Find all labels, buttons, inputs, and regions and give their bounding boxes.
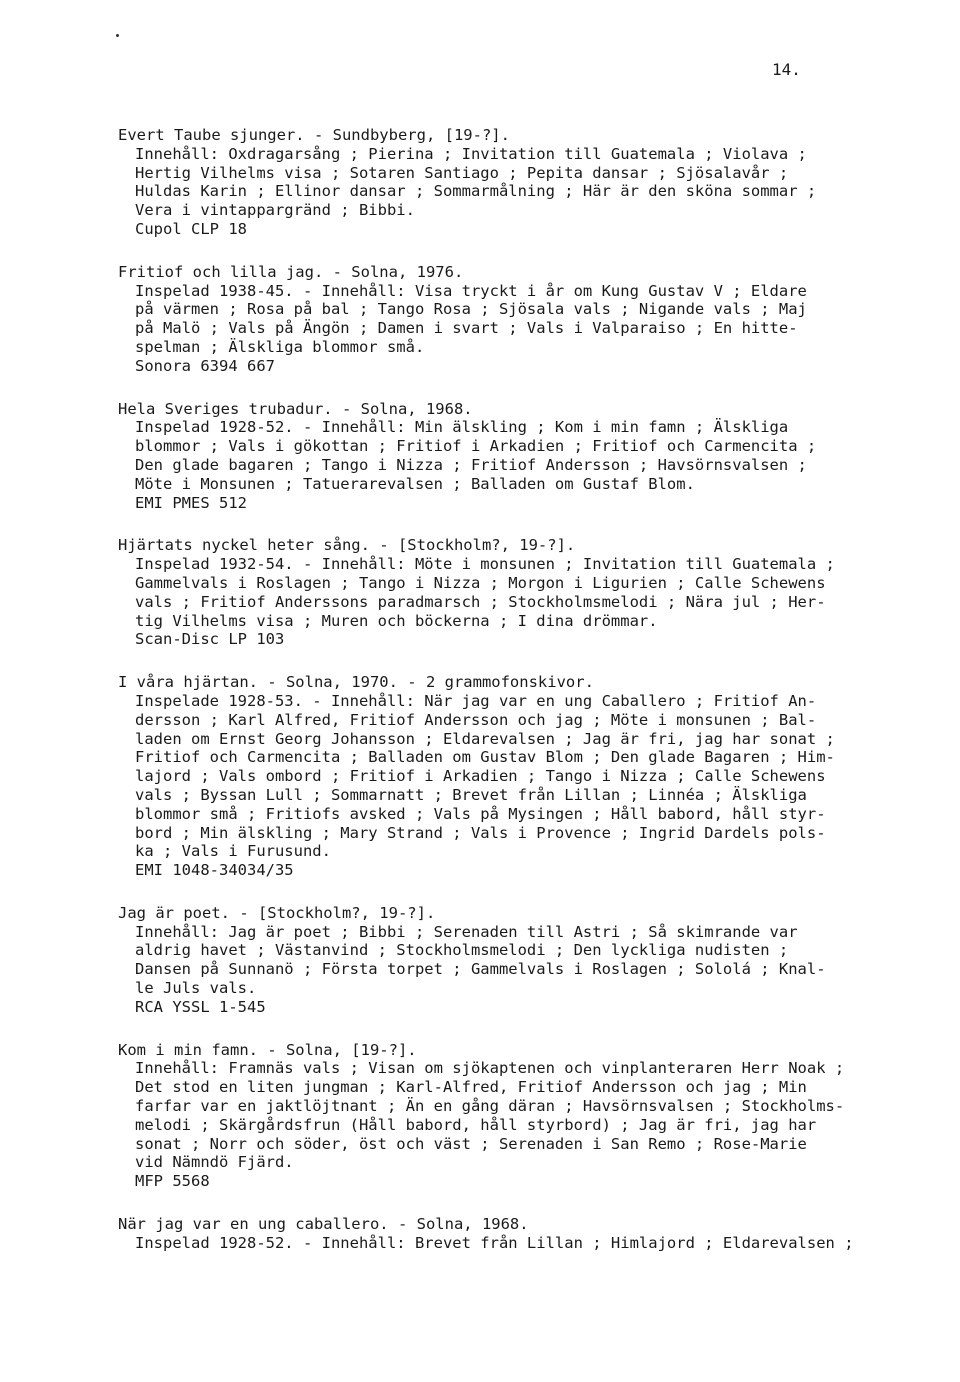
entry-line: Scan-Disc LP 103 <box>135 630 285 649</box>
entry-line: Inspelad 1938-45. - Innehåll: Visa tryckt i år om Kung Gustav V ; Eldare <box>135 281 807 300</box>
entry-line: på Malö ; Vals på Ängön ; Damen i svart ; Vals i Valparaiso ; En hitte- <box>135 319 798 338</box>
entry-heading: Evert Taube sjunger. - Sundbyberg, [19-?]. <box>118 126 510 144</box>
entry-line: Möte i Monsunen ; Tatuerarevalsen ; Balladen om Gustaf Blom. <box>135 474 695 493</box>
discography-entry <box>118 536 898 649</box>
entry-line: Sonora 6394 667 <box>135 356 275 375</box>
entry-line: Inspelad 1928-52. - Innehåll: Min älskling ; Kom i min famn ; Älskliga <box>135 418 789 437</box>
entry-line: Vera i vintappargränd ; Bibbi. <box>135 201 415 220</box>
entry-line: vals ; Fritiof Anderssons paradmarsch ; Stockholmsmelodi ; Nära jul ; Her- <box>135 592 826 611</box>
entry-line: lajord ; Vals ombord ; Fritiof i Arkadien ; Tango i Nizza ; Calle Schewens <box>135 767 826 786</box>
entry-line: Huldas Karin ; Ellinor dansar ; Sommarmålning ; Här är den sköna sommar ; <box>135 182 817 201</box>
entry-line: Inspelad 1932-54. - Innehåll: Möte i monsunen ; Invitation till Guatemala ; <box>135 555 835 574</box>
discography-entry <box>118 1041 898 1191</box>
entry-line: melodi ; Skärgårdsfrun (Håll babord, håll styrbord) ; Jag är fri, jag har <box>135 1115 817 1134</box>
entry-line: vals ; Byssan Lull ; Sommarnatt ; Brevet från Lillan ; Linnéa ; Älskliga <box>135 785 807 804</box>
entry-line: EMI PMES 512 <box>135 493 247 512</box>
entry-heading: I våra hjärtan. - Solna, 1970. - 2 grammofonskivor. <box>118 673 594 692</box>
entry-line: vid Nämndö Fjärd. <box>135 1153 294 1172</box>
entry-line: le Juls vals. <box>135 979 257 998</box>
entry-heading: Hela Sveriges trubadur. - Solna, 1968. <box>118 399 473 418</box>
entry-line: bord ; Min älskling ; Mary Strand ; Vals i Provence ; Ingrid Dardels pols- <box>135 823 826 842</box>
entry-line: Innehåll: Oxdragarsång ; Pierina ; Invitation till Guatemala ; Violava ; <box>135 144 807 163</box>
entry-line: RCA YSSL 1-545 <box>135 997 266 1016</box>
entry-line: Inspelade 1928-53. - Innehåll: När jag var en ung Caballero ; Fritiof An- <box>135 691 817 710</box>
entry-line: aldrig havet ; Västanvind ; Stockholmsmelodi ; Den lyckliga nudisten ; <box>135 941 789 960</box>
entry-heading: När jag var en ung caballero. - Solna, 1968. <box>118 1215 529 1234</box>
entry-heading: Kom i min famn. - Solna, [19-?]. <box>118 1040 417 1059</box>
entry-line: Det stod en liten jungman ; Karl-Alfred, Fritiof Andersson och jag ; Min <box>135 1078 807 1097</box>
discography-entry <box>118 1215 898 1253</box>
entry-heading: Hjärtats nyckel heter sång. - [Stockholm?, 19-?]. <box>118 536 576 555</box>
entry-line: farfar var en jaktlöjtnant ; Än en gång däran ; Havsörnsvalsen ; Stockholms- <box>135 1097 845 1116</box>
entry-line: Inspelad 1928-52. - Innehåll: Brevet från Lillan ; Himlajord ; Eldarevalsen ; <box>135 1233 854 1252</box>
entry-line: tig Vilhelms visa ; Muren och böckerna ; I dina drömmar. <box>135 611 658 630</box>
entry-line: laden om Ernst Georg Johansson ; Eldarevalsen ; Jag är fri, jag har sonat ; <box>135 729 835 748</box>
entry-line: EMI 1048-34034/35 <box>135 861 294 880</box>
entry-line: Cupol CLP 18 <box>135 219 247 238</box>
discography-entry <box>118 126 898 239</box>
discography-entry <box>118 263 898 376</box>
entry-heading: Fritiof och lilla jag. - Solna, 1976. <box>118 262 464 281</box>
entry-line: Hertig Vilhelms visa ; Sotaren Santiago ; Pepita dansar ; Sjösalavår ; <box>135 163 789 182</box>
entry-line: Gammelvals i Roslagen ; Tango i Nizza ; Morgon i Ligurien ; Calle Schewens <box>135 573 826 592</box>
entry-line: Fritiof och Carmencita ; Balladen om Gustav Blom ; Den glade Bagaren ; Him- <box>135 748 835 767</box>
entry-line: Den glade bagaren ; Tango i Nizza ; Fritiof Andersson ; Havsörnsvalsen ; <box>135 455 807 474</box>
entry-line: dersson ; Karl Alfred, Fritiof Andersson och jag ; Möte i monsunen ; Bal- <box>135 710 817 729</box>
entry-line: blommor ; Vals i gökottan ; Fritiof i Arkadien ; Fritiof och Carmencita ; <box>135 437 817 456</box>
entry-line: ka ; Vals i Furusund. <box>135 842 331 861</box>
speck-mark <box>116 34 119 37</box>
entry-line: blommor små ; Fritiofs avsked ; Vals på Mysingen ; Håll babord, håll styr- <box>135 804 826 823</box>
entry-line: Dansen på Sunnanö ; Första torpet ; Gammelvals i Roslagen ; Sololá ; Knal- <box>135 960 826 979</box>
entry-line: spelman ; Älskliga blommor små. <box>135 337 425 356</box>
entry-line: på värmen ; Rosa på bal ; Tango Rosa ; Sjösala vals ; Nigande vals ; Maj <box>135 300 807 319</box>
discography-entry <box>118 904 898 1017</box>
entry-line: MFP 5568 <box>135 1172 210 1191</box>
entry-line: sonat ; Norr och söder, öst och väst ; Serenaden i San Remo ; Rose-Marie <box>135 1134 807 1153</box>
entry-line: Innehåll: Jag är poet ; Bibbi ; Serenaden till Astri ; Så skimrande var <box>135 922 798 941</box>
discography-entry <box>118 673 898 880</box>
entry-line: Innehåll: Framnäs vals ; Visan om sjökaptenen och vinplanteraren Herr Noak ; <box>135 1059 845 1078</box>
discography-list <box>118 126 898 1277</box>
page-number: 14. <box>772 60 801 79</box>
discography-entry <box>118 400 898 513</box>
entry-heading: Jag är poet. - [Stockholm?, 19-?]. <box>118 903 436 922</box>
